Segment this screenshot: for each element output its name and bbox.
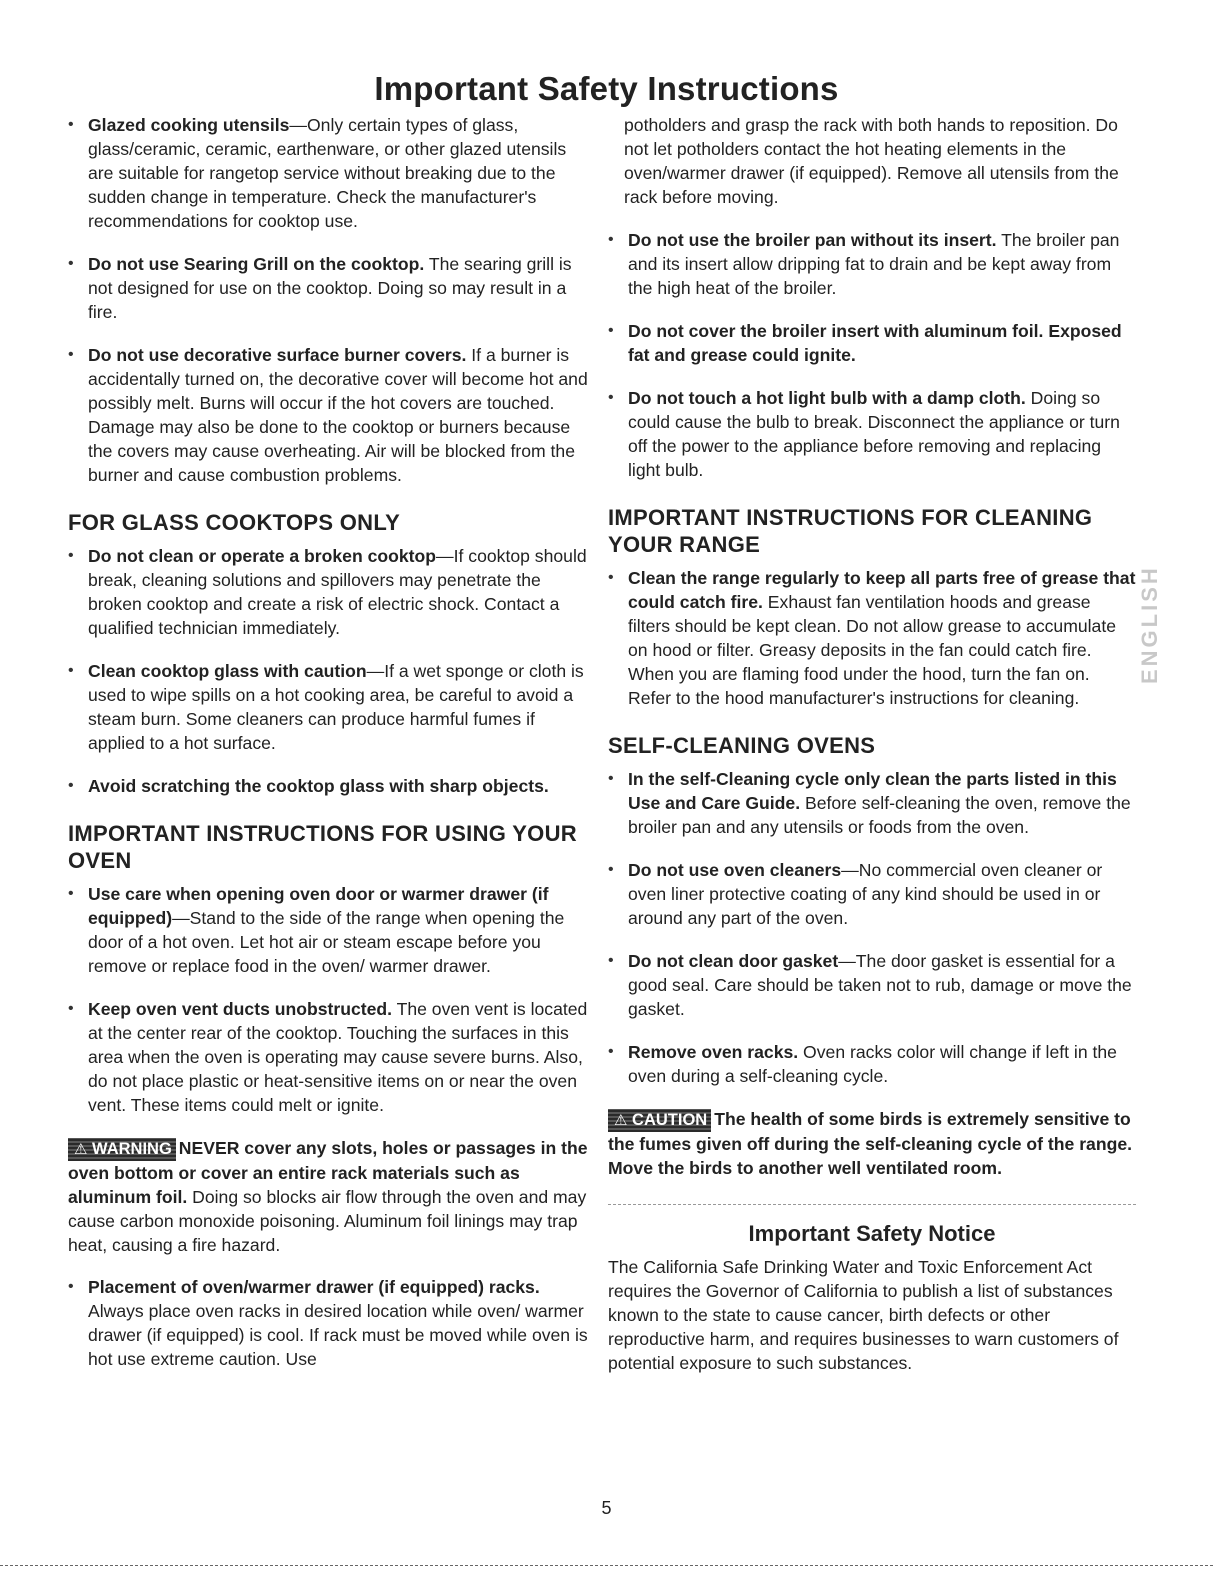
item-oven-cleaners (608, 858, 1136, 930)
item-searing-grill (68, 252, 590, 324)
item-text: Exhaust fan ventilation hoods and grease filters should be kept clean. Do not allow grease to accumulate on hood or filter. Greasy deposits in the fan could catch fire. When you are flaming food under the hood, turn the fan on. Refer to the hood manufacturer's instructions for cleaning. (628, 592, 1117, 708)
item-scratching (68, 774, 590, 798)
warning-text: Doing so blocks air flow through the oven and may cause carbon monoxide poisoning. Aluminum foil linings may trap heat, causing a fire hazard. (68, 1187, 587, 1255)
page-title: Important Safety Instructions (374, 70, 839, 107)
item-clean-glass (68, 659, 590, 755)
item-lead: Remove oven racks. (628, 1042, 799, 1062)
item-text: Doing so could cause the bulb to break. Disconnect the appliance or turn off the power to the appliance before removing and replacing light bulb. (628, 388, 1120, 480)
item-text: —The door gasket is essential for a good seal. Care should be taken not to rub, damage or move the gasket. (628, 951, 1132, 1019)
item-lead: Do not use decorative surface burner covers. (88, 345, 467, 365)
item-text: If a burner is accidentally turned on, the decorative cover will become hot and possibly melt. Burns will occur if the hot covers are touched. Damage may also be done to the cooktop or burners because the covers may cause overheating. Air will be blocked from the burner and cause combustion problems. (88, 345, 588, 485)
item-text: Oven racks color will change if left in the oven during a self-cleaning cycle. (628, 1042, 1117, 1086)
item-text: —If a wet sponge or cloth is used to wipe spills on a hot cooking area, be careful to avoid a steam burn. Some cleaners can produce harmful fumes if applied to a hot surface. (88, 661, 584, 753)
item-text: —Stand to the side of the range when opening the door of a hot oven. Let hot air or steam escape before you remove or replace food in the oven/ warmer drawer. (88, 908, 565, 976)
warning-badge-label: WARNING (92, 1140, 172, 1158)
item-lead: Glazed cooking utensils (88, 115, 290, 135)
item-clean-range (608, 566, 1136, 710)
item-lead: Avoid scratching the cooktop glass with sharp objects. (88, 776, 549, 796)
item-text: The broiler pan and its insert allow dripping fat to drain and be kept away from the high heat of the broiler. (628, 230, 1120, 298)
item-light-bulb (608, 386, 1136, 482)
item-vent-ducts (68, 997, 590, 1117)
caution-lead: The health of some birds is extremely sensitive to the fumes given off during the self-cleaning cycle of the range. Move the birds to another well ventilated room. (608, 1109, 1132, 1178)
item-lead: Clean cooktop glass with caution (88, 661, 367, 681)
item-lead: In the self-Cleaning cycle only clean the parts listed in this Use and Care Guide. (628, 769, 1117, 813)
item-lead: Keep oven vent ducts unobstructed. (88, 999, 393, 1019)
item-continued-text: potholders and grasp the rack with both hands to reposition. Do not let potholders contact the hot heating elements in the oven/warmer drawer (if equipped). Remove all utensils from the rack before moving. (624, 115, 1119, 207)
section-heading-using-oven: IMPORTANT INSTRUCTIONS FOR USING YOUR OVEN (68, 821, 577, 873)
caution-triangle-icon: ⚠ (614, 1112, 628, 1129)
section-heading-cleaning-range: IMPORTANT INSTRUCTIONS FOR CLEANING YOUR RANGE (608, 505, 1093, 557)
item-text: —Only certain types of glass, glass/ceramic, ceramic, earthenware, or other glazed utensils are suitable for rangetop service without breaking due to the sudden change in temperature. Check the manufacturer's recommendations for cooktop use. (88, 115, 567, 231)
item-lead: Do not cover the broiler insert with aluminum foil. Exposed fat and grease could ignite. (628, 321, 1122, 365)
item-text: Before self-cleaning the oven, remove the broiler pan and any utensils or foods from the oven. (628, 793, 1131, 837)
caution-paragraph (608, 1107, 1136, 1180)
item-remove-racks (608, 1040, 1136, 1088)
page-number: 5 (601, 1498, 612, 1518)
item-self-clean-cycle (608, 767, 1136, 839)
section-heading-self-cleaning: SELF-CLEANING OVENS (608, 733, 876, 758)
warning-badge (68, 1138, 176, 1161)
item-text: —If cooktop should break, cleaning solutions and spillovers may penetrate the broken cooktop and create a risk of electric shock. Contact a qualified technician immediately. (88, 546, 587, 638)
item-text: The searing grill is not designed for use on the cooktop. Doing so may result in a fire. (88, 254, 572, 322)
item-lead: Do not clean or operate a broken cooktop (88, 546, 437, 566)
language-side-tab: ENGLISH (1137, 565, 1162, 685)
item-lead: Do not use Searing Grill on the cooktop. (88, 254, 425, 274)
item-lead: Do not touch a hot light bulb with a damp cloth. (628, 388, 1026, 408)
item-lead: Clean the range regularly to keep all parts free of grease that could catch fire. (628, 568, 1136, 612)
item-text: The oven vent is located at the center rear of the cooktop. Touching the surfaces in this area when the oven is operating may cause severe burns. Also, do not place plastic or heat-sensitive items on or near the oven vent. These items could melt or ignite. (88, 999, 588, 1115)
caution-badge (608, 1109, 711, 1132)
right-column (608, 113, 1136, 1393)
item-text: —No commercial oven cleaner or oven liner protective coating of any kind should be used in or around any part of the oven. (628, 860, 1103, 928)
section-heading-glass-cooktops: FOR GLASS COOKTOPS ONLY (68, 510, 401, 535)
item-broiler-foil (608, 319, 1136, 367)
item-oven-door (68, 882, 590, 978)
item-rack-placement (68, 1275, 590, 1371)
warning-triangle-icon: ⚠ (74, 1141, 88, 1158)
item-glazed-utensils (68, 113, 590, 233)
item-broiler-pan (608, 228, 1136, 300)
left-column (68, 113, 590, 1390)
item-lead: Placement of oven/warmer drawer (if equipped) racks. (88, 1277, 540, 1297)
item-lead: Do not clean door gasket (628, 951, 839, 971)
item-lead: Use care when opening oven door or warmer drawer (if equipped) (88, 884, 549, 928)
item-decorative-covers (68, 343, 590, 487)
warning-paragraph (68, 1136, 590, 1257)
item-lead: Do not use the broiler pan without its insert. (628, 230, 997, 250)
caution-badge-label: CAUTION (632, 1111, 708, 1129)
item-text: Always place oven racks in desired location while oven/ warmer drawer (if equipped) is cool. If rack must be moved while oven is hot use extreme caution. Use (88, 1301, 588, 1369)
item-lead: Do not use oven cleaners (628, 860, 842, 880)
item-door-gasket (608, 949, 1136, 1021)
bottom-divider (0, 1565, 1213, 1566)
divider (608, 1204, 1136, 1205)
item-broken-cooktop (68, 544, 590, 640)
warning-lead: NEVER cover any slots, holes or passages in the oven bottom or cover an entire rack materials such as aluminum foil. (68, 1138, 588, 1207)
notice-text: The California Safe Drinking Water and Toxic Enforcement Act requires the Governor of California to publish a list of substances known to the state to cause cancer, birth defects or other reproductive harm, and requires businesses to warn customers of potential exposure to such substances. (608, 1257, 1119, 1373)
notice-title: Important Safety Notice (748, 1221, 996, 1246)
